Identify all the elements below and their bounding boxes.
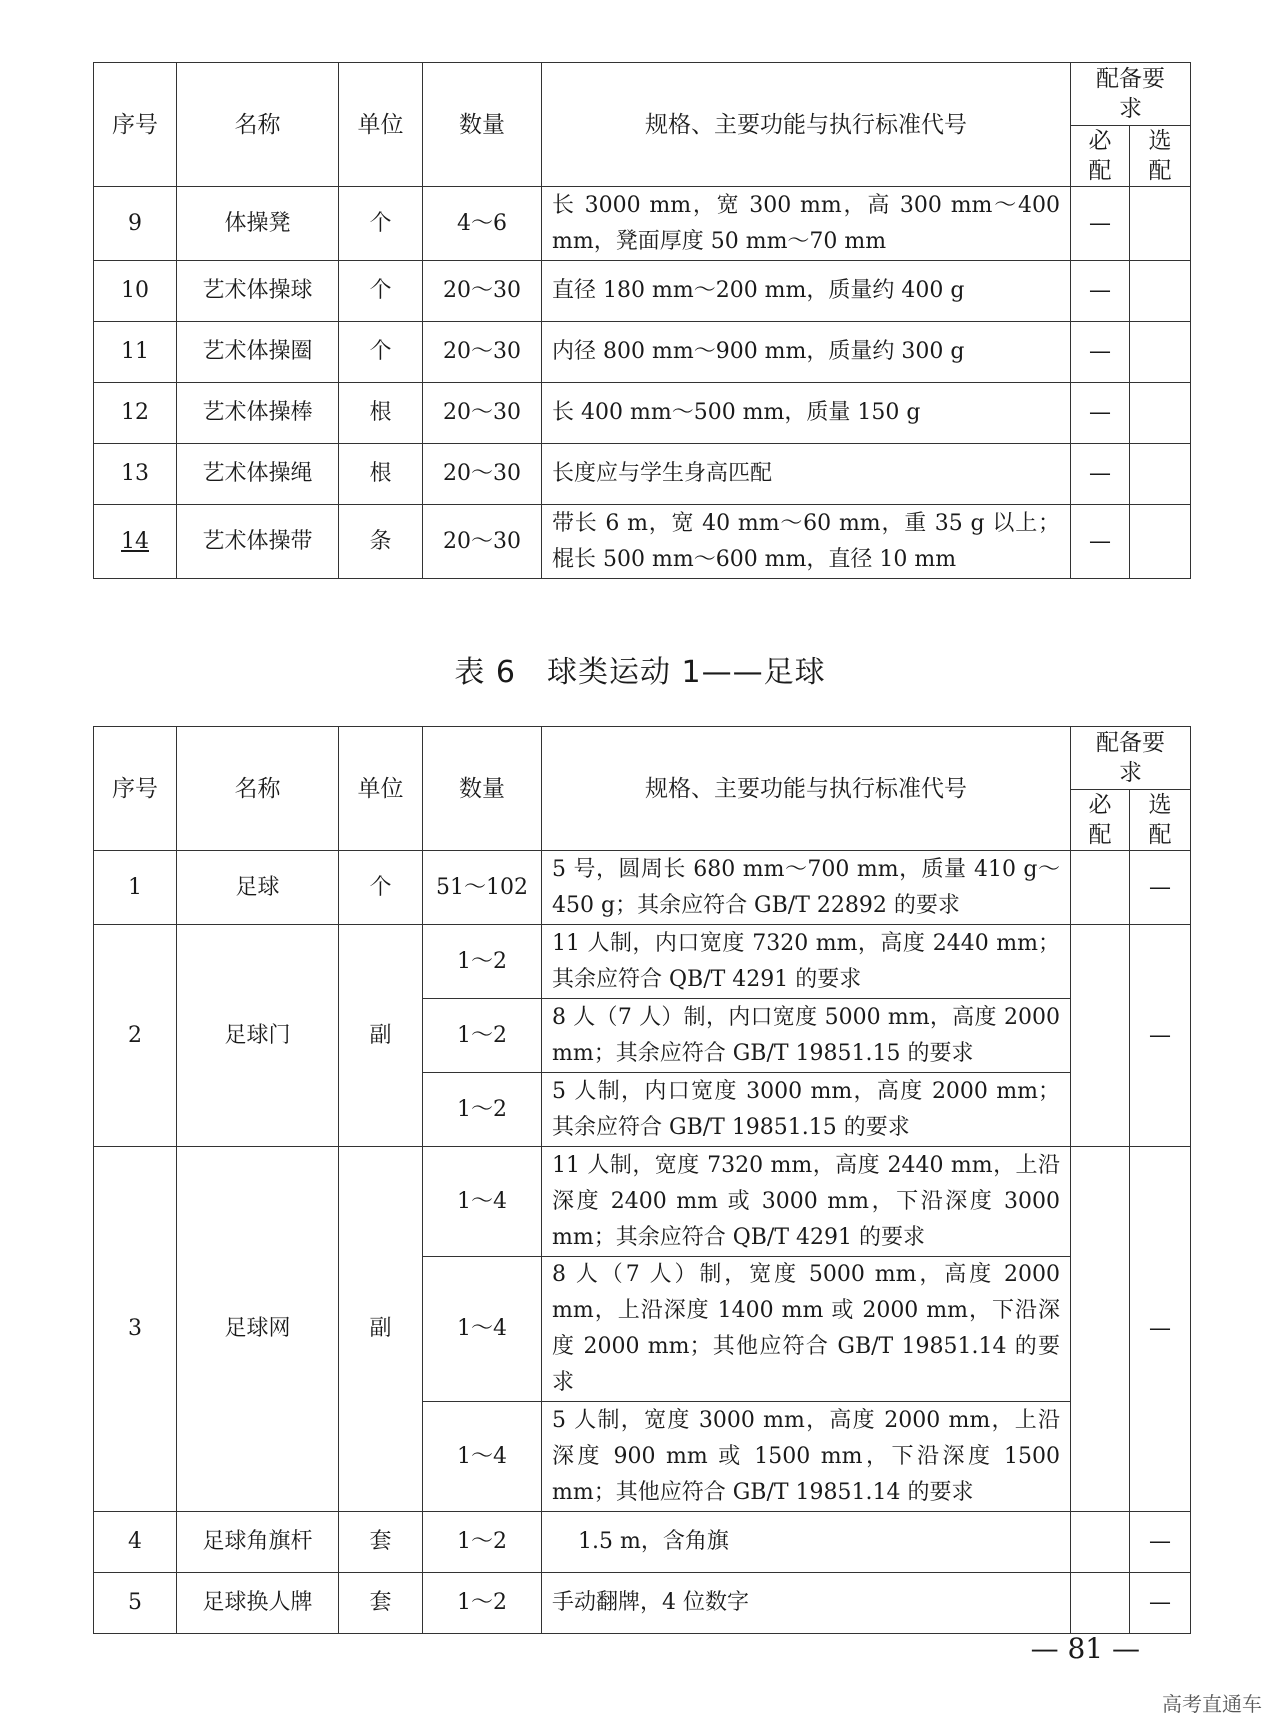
cell-optional xyxy=(1130,444,1191,505)
cell-spec: 内径 800 mm～900 mm，质量约 300 g xyxy=(542,322,1071,383)
cell-qty: 1～4 xyxy=(423,1402,542,1512)
header-row xyxy=(94,727,1191,790)
cell-seq: 1 xyxy=(94,851,177,925)
cell-qty: 20～30 xyxy=(423,505,542,579)
cell-spec: 11 人制，宽度 7320 mm，高度 2440 mm，上沿深度 2400 mm 或 3000 mm，下沿深度 3000 mm；其余应符合 QB/T 4291 的要求 xyxy=(542,1147,1071,1257)
header-must: 必配 xyxy=(1071,126,1130,187)
equipment-table-football xyxy=(93,726,1191,1634)
cell-optional: — xyxy=(1130,851,1191,925)
cell-qty: 1～2 xyxy=(423,1073,542,1147)
cell-must: — xyxy=(1071,261,1130,322)
cell-qty: 1～4 xyxy=(423,1257,542,1402)
cell-spec: 5 人制，内口宽度 3000 mm，高度 2000 mm；其余应符合 GB/T 19851.15 的要求 xyxy=(542,1073,1071,1147)
cell-seq: 3 xyxy=(94,1147,177,1512)
cell-unit: 套 xyxy=(339,1512,423,1573)
cell-spec: 1.5 m，含角旗 xyxy=(542,1512,1071,1573)
cell-name: 艺术体操棒 xyxy=(177,383,339,444)
header-must: 必配 xyxy=(1071,790,1130,851)
table-row xyxy=(94,322,1191,383)
cell-name: 足球 xyxy=(177,851,339,925)
cell-optional xyxy=(1130,261,1191,322)
cell-name: 足球角旗杆 xyxy=(177,1512,339,1573)
header-unit: 单位 xyxy=(339,727,423,851)
cell-seq: 13 xyxy=(94,444,177,505)
cell-must: — xyxy=(1071,322,1130,383)
cell-name: 足球网 xyxy=(177,1147,339,1512)
cell-unit: 根 xyxy=(339,383,423,444)
cell-name: 艺术体操绳 xyxy=(177,444,339,505)
header-requirement: 配备要求 xyxy=(1071,63,1191,126)
header-optional: 选配 xyxy=(1130,790,1191,851)
cell-unit: 条 xyxy=(339,505,423,579)
table-row xyxy=(94,925,1191,999)
cell-seq: 11 xyxy=(94,322,177,383)
watermark: 高考直通车 xyxy=(1162,1692,1262,1716)
page-number: — 81 — xyxy=(1030,1632,1140,1665)
cell-must xyxy=(1071,1573,1130,1634)
cell-spec: 8 人（7 人）制，内口宽度 5000 mm，高度 2000 mm；其余应符合 GB/T 19851.15 的要求 xyxy=(542,999,1071,1073)
cell-seq: 12 xyxy=(94,383,177,444)
cell-unit: 个 xyxy=(339,187,423,261)
table-row xyxy=(94,187,1191,261)
cell-optional xyxy=(1130,505,1191,579)
cell-spec: 手动翻牌，4 位数字 xyxy=(542,1573,1071,1634)
cell-must: — xyxy=(1071,187,1130,261)
cell-unit: 套 xyxy=(339,1573,423,1634)
header-row xyxy=(94,63,1191,126)
table-row xyxy=(94,383,1191,444)
cell-spec: 5 人制，宽度 3000 mm，高度 2000 mm，上沿深度 900 mm 或 1500 mm，下沿深度 1500 mm；其他应符合 GB/T 19851.14 的要求 xyxy=(542,1402,1071,1512)
cell-unit: 个 xyxy=(339,851,423,925)
cell-qty: 20～30 xyxy=(423,322,542,383)
header-qty: 数量 xyxy=(423,727,542,851)
cell-must: — xyxy=(1071,505,1130,579)
header-qty: 数量 xyxy=(423,63,542,187)
cell-optional: — xyxy=(1130,1147,1191,1512)
cell-spec: 长 400 mm～500 mm，质量 150 g xyxy=(542,383,1071,444)
cell-seq: 9 xyxy=(94,187,177,261)
cell-unit: 个 xyxy=(339,322,423,383)
table-row xyxy=(94,505,1191,579)
cell-optional: — xyxy=(1130,925,1191,1147)
cell-seq: 4 xyxy=(94,1512,177,1573)
cell-must xyxy=(1071,851,1130,925)
cell-seq: 2 xyxy=(94,925,177,1147)
cell-name: 艺术体操圈 xyxy=(177,322,339,383)
cell-seq: 14 xyxy=(94,505,177,579)
header-unit: 单位 xyxy=(339,63,423,187)
cell-seq: 10 xyxy=(94,261,177,322)
equipment-table-gymnastics xyxy=(93,62,1191,579)
cell-qty: 1～2 xyxy=(423,1512,542,1573)
cell-qty: 1～2 xyxy=(423,1573,542,1634)
cell-spec: 带长 6 m，宽 40 mm～60 mm，重 35 g 以上；棍长 500 mm～600 mm，直径 10 mm xyxy=(542,505,1071,579)
table-row xyxy=(94,444,1191,505)
cell-spec: 11 人制，内口宽度 7320 mm，高度 2440 mm；其余应符合 QB/T 4291 的要求 xyxy=(542,925,1071,999)
header-seq: 序号 xyxy=(94,727,177,851)
header-seq: 序号 xyxy=(94,63,177,187)
cell-qty: 1～4 xyxy=(423,1147,542,1257)
cell-qty: 1～2 xyxy=(423,925,542,999)
cell-must xyxy=(1071,925,1130,1147)
cell-optional xyxy=(1130,322,1191,383)
cell-unit: 副 xyxy=(339,1147,423,1512)
cell-spec: 长 3000 mm，宽 300 mm，高 300 mm～400 mm，凳面厚度 50 mm～70 mm xyxy=(542,187,1071,261)
cell-must xyxy=(1071,1512,1130,1573)
cell-qty: 20～30 xyxy=(423,261,542,322)
header-name: 名称 xyxy=(177,727,339,851)
cell-must: — xyxy=(1071,383,1130,444)
header-optional: 选配 xyxy=(1130,126,1191,187)
cell-must: — xyxy=(1071,444,1130,505)
cell-optional: — xyxy=(1130,1573,1191,1634)
cell-unit: 根 xyxy=(339,444,423,505)
cell-unit: 副 xyxy=(339,925,423,1147)
cell-spec: 直径 180 mm～200 mm，质量约 400 g xyxy=(542,261,1071,322)
table-caption: 表 6 球类运动 1——足球 xyxy=(454,655,826,690)
table-row xyxy=(94,1147,1191,1257)
cell-optional xyxy=(1130,187,1191,261)
header-spec: 规格、主要功能与执行标准代号 xyxy=(542,63,1071,187)
cell-seq: 5 xyxy=(94,1573,177,1634)
table-row xyxy=(94,1573,1191,1634)
header-spec: 规格、主要功能与执行标准代号 xyxy=(542,727,1071,851)
header-requirement: 配备要求 xyxy=(1071,727,1191,790)
cell-spec: 5 号，圆周长 680 mm～700 mm，质量 410 g～450 g；其余应符合 GB/T 22892 的要求 xyxy=(542,851,1071,925)
cell-name: 艺术体操球 xyxy=(177,261,339,322)
cell-qty: 51～102 xyxy=(423,851,542,925)
table-row xyxy=(94,1512,1191,1573)
cell-must xyxy=(1071,1147,1130,1512)
cell-spec: 8 人（7 人）制，宽度 5000 mm，高度 2000 mm，上沿深度 1400 mm 或 2000 mm，下沿深度 2000 mm；其他应符合 GB/T 19851.14 的要求 xyxy=(542,1257,1071,1402)
table-row xyxy=(94,261,1191,322)
cell-qty: 1～2 xyxy=(423,999,542,1073)
cell-name: 足球换人牌 xyxy=(177,1573,339,1634)
cell-name: 足球门 xyxy=(177,925,339,1147)
cell-unit: 个 xyxy=(339,261,423,322)
cell-spec: 长度应与学生身高匹配 xyxy=(542,444,1071,505)
cell-qty: 4～6 xyxy=(423,187,542,261)
cell-qty: 20～30 xyxy=(423,383,542,444)
cell-optional xyxy=(1130,383,1191,444)
table-row xyxy=(94,851,1191,925)
header-name: 名称 xyxy=(177,63,339,187)
cell-qty: 20～30 xyxy=(423,444,542,505)
cell-optional: — xyxy=(1130,1512,1191,1573)
cell-name: 艺术体操带 xyxy=(177,505,339,579)
cell-name: 体操凳 xyxy=(177,187,339,261)
